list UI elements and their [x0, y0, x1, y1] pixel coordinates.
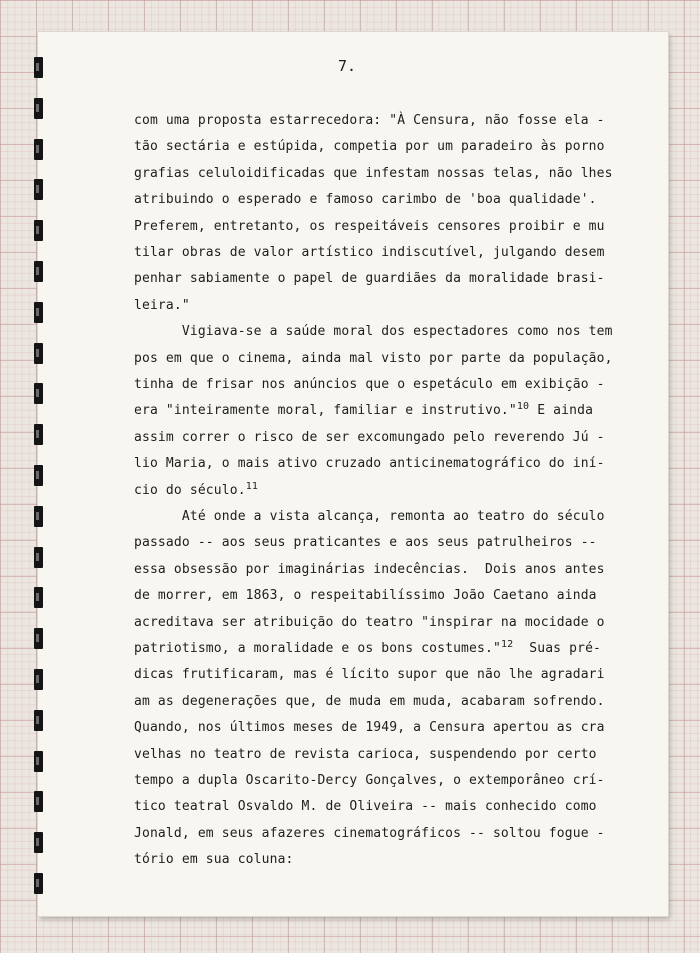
text-line [134, 403, 593, 419]
binding-hole [34, 57, 43, 78]
text-line: leira." [134, 297, 190, 313]
footnote-marker: 10 [516, 401, 530, 413]
binding-hole [34, 302, 43, 323]
text-line: Vigiava-se a saúde moral dos espectadores como nos tem [134, 324, 613, 340]
binding-hole [34, 628, 43, 649]
text-line: com uma proposta estarrecedora: "À Censura, não fosse ela - [134, 113, 605, 128]
text-line: de morrer, em 1863, o respeitabilíssimo João Caetano ainda [134, 588, 597, 604]
binding-hole [34, 669, 43, 690]
text-line: am as degenerações que, de muda em muda, acabaram sofrendo. [134, 693, 605, 709]
binding-hole [34, 791, 43, 812]
text-line: Até onde a vista alcança, remonta ao teatro do século [134, 509, 605, 524]
text-line: atribuindo o esperado e famoso carimbo de 'boa qualidade'. [134, 192, 597, 208]
text-line: tico teatral Osvaldo M. de Oliveira -- mais conhecido como [134, 799, 597, 815]
text-line: Preferem, entretanto, os respeitáveis censores proibir e mu [134, 218, 605, 234]
text-line: tão sectária e estúpida, competia por um paradeiro às porno [134, 139, 605, 155]
text-line: acreditava ser atribuição do teatro "inspirar na mocidade o [134, 614, 605, 630]
text-line [134, 641, 601, 657]
line-text-after: E ainda [529, 403, 594, 419]
line-text-after: Suas pré- [513, 641, 602, 656]
binding-hole [34, 587, 43, 608]
binding-hole [34, 873, 43, 894]
footnote-marker: 12 [500, 639, 514, 650]
text-line: tinha de frisar nos anúncios que o espetáculo em exibição - [134, 377, 605, 392]
text-line: passado -- aos seus praticantes e aos seus patrulheiros -- [134, 535, 597, 551]
text-line: Quando, nos últimos meses de 1949, a Censura apertou as cra [134, 720, 605, 736]
binding-hole [34, 424, 43, 445]
text-line: tilar obras de valor artístico indiscutível, julgando desem [134, 245, 605, 260]
binding-hole [34, 710, 43, 731]
text-line: lio Maria, o mais ativo cruzado anticinematográfico do iní- [134, 456, 605, 472]
text-line: Jonald, em seus afazeres cinematográficos -- soltou fogue - [134, 825, 605, 841]
footnote-marker: 11 [245, 480, 259, 492]
binding-hole [34, 179, 43, 200]
binding-hole [34, 465, 43, 486]
line-text: era "inteiramente moral, familiar e instrutivo." [134, 403, 517, 419]
text-line: penhar sabiamente o papel de guardiães da moralidade brasi- [134, 271, 605, 287]
line-text: patriotismo, a moralidade e os bons costumes." [134, 641, 501, 656]
binding-hole [34, 547, 43, 568]
text-line: essa obsessão por imaginárias indecências. Dois anos antes [134, 561, 605, 577]
text-line: tempo a dupla Oscarito-Dercy Gonçalves, o extemporâneo crí- [134, 773, 605, 788]
text-line: tório em sua coluna: [134, 852, 294, 868]
text-line [134, 480, 259, 499]
text-line: dicas frutificaram, mas é lícito supor que não lhe agradari [134, 667, 605, 683]
page-number: 7. [338, 57, 357, 75]
binding-hole [34, 98, 43, 119]
text-line: pos em que o cinema, ainda mal visto por parte da população, [134, 350, 613, 366]
binding-hole [34, 220, 43, 241]
binding-hole [34, 506, 43, 527]
binding-hole [34, 343, 43, 364]
binding-hole [34, 139, 43, 160]
binding-hole [34, 261, 43, 282]
line-text: cio do século. [134, 482, 246, 498]
binding-hole [34, 383, 43, 404]
binding-hole [34, 832, 43, 853]
text-line: assim correr o risco de ser excomungado pelo reverendo Jú - [134, 429, 605, 445]
text-line: grafias celuloidificadas que infestam nossas telas, não lhes [134, 165, 613, 181]
text-line: velhas no teatro de revista carioca, suspendendo por certo [134, 746, 597, 762]
binding-hole [34, 751, 43, 772]
